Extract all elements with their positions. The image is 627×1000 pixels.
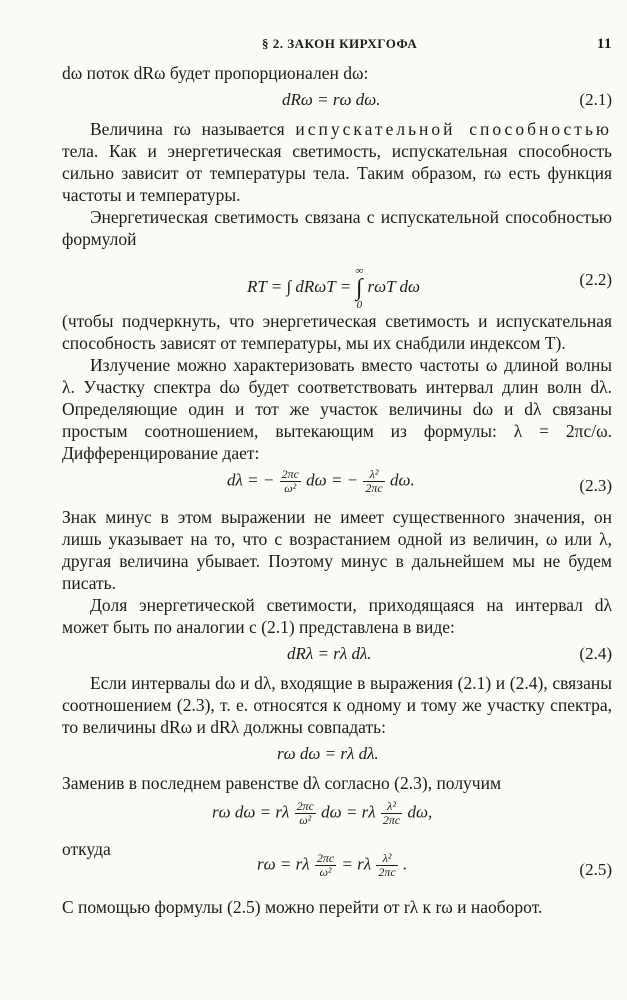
equation-unnumbered-1 [62,738,612,772]
eq-part: = rλ [341,854,372,874]
paragraph-1: dω поток dRω будет пропорционален dω: [62,63,369,83]
running-head [62,36,612,62]
fraction [363,468,384,495]
numerator: 2πc [316,851,335,865]
equation-number: (2.2) [579,270,612,289]
equation-body: dRλ = rλ dλ. [287,644,372,663]
equation-body: dRω = rω dω. [282,90,381,109]
denominator: ω² [284,481,297,495]
fraction [381,800,402,827]
page [62,36,612,918]
upper-limit: ∞ [355,265,364,277]
paragraph-3: Энергетическая светимость связана с испускательной способностью формулой [62,207,612,249]
equation-2-3 [62,464,612,506]
eq-part: dω = − [306,470,359,490]
equation-unnumbered-2 [62,794,612,838]
paragraph-10: откуда [62,839,111,859]
equation-body [227,468,415,495]
eq-part: dω, [407,802,433,822]
numerator: λ² [376,852,397,866]
paragraph-5: Излучение можно характеризовать вместо частоты ω длиной волны λ. Участку спектра dω будет соответствовать интервал длин волн dλ. Определяющие один и тот же участок величины dω и dλ связаны простым соотношением, вытекающим из формулы: λ = 2πc/ω. Дифференцирование дает: [62,355,612,463]
paragraph-2 [62,118,612,206]
equation-body: rω dω = rλ dλ. [277,744,379,763]
numerator: λ² [381,800,402,814]
equation-body [257,852,407,879]
denominator: 2πc [382,813,401,827]
fraction [376,852,397,879]
eq-part: dω. [389,470,415,490]
fraction [280,468,301,495]
equation-body [247,264,420,312]
denominator: 2πc [378,865,396,879]
paragraph-11: С помощью формулы (2.5) можно перейти от rλ к rω и наоборот. [62,897,543,917]
eq-part: . [402,854,408,874]
equation-2-1 [62,84,612,118]
paragraph-2-text-a: Величина rω называется [90,119,296,139]
running-title: § 2. ЗАКОН КИРХГОФА [262,36,418,51]
numerator: λ² [363,468,384,482]
lower-limit: 0 [356,299,363,311]
eq-part: dω = rλ [321,802,376,822]
eq-part: dλ = − [227,470,275,490]
paragraph-8: Если интервалы dω и dλ, входящие в выражения (2.1) и (2.4), связаны соотношением (2.3), т. е. относятся к одному и тому же участку спектра, то величины dRω и dRλ должны совпадать: [62,673,612,737]
equation-rhs: rωT dω [367,276,421,296]
denominator: ω² [299,813,312,827]
equation-number: (2.1) [579,90,612,109]
integral-limits [355,264,363,312]
denominator: 2πc [365,481,383,495]
equation-2-2 [62,250,612,310]
fraction [295,800,316,827]
paragraph-2-text-c: тела. Как и энергетическая светимость, испускательная способность сильно зависит от температуры тела. Таким образом, rω есть функция частоты и температуры. [62,141,612,205]
equation-2-4 [62,638,612,672]
paragraph-9: Заменив в последнем равенстве dλ согласно (2.3), получим [62,773,502,793]
equation-2-5 [62,848,612,888]
paragraph-7: Доля энергетической светимости, приходящаяся на интервал dλ может быть по аналогии с (2.1) представлена в виде: [62,595,612,637]
equation-body [212,800,432,827]
paragraph-6: Знак минус в этом выражении не имеет существенного значения, он лишь указывает на то, что с возрастанием одной из величин, ω или λ, другая величина убывает. Поэтому минус в дальнейшем мы не будем писать. [62,507,612,593]
equation-number: (2.5) [579,860,612,879]
emphasized-term: испускательной способностью [295,119,613,139]
paragraph-4: (чтобы подчеркнуть, что энергетическая светимость и испускательная способность зависят от температуры, мы их снабдили индексом T). [62,311,612,353]
equation-number: (2.3) [579,476,612,495]
numerator: 2πc [281,467,299,481]
numerator: 2πc [296,799,314,813]
page-number: 11 [596,36,612,52]
eq-part: rω dω = rλ [212,802,290,822]
equation-number: (2.4) [579,644,612,663]
integral-sign: ∫ [356,275,363,301]
eq-part: rω = rλ [257,854,310,874]
denominator: ω² [319,865,332,879]
equation-lhs: RT = ∫ dRωT = [247,276,352,296]
fraction [315,852,336,879]
